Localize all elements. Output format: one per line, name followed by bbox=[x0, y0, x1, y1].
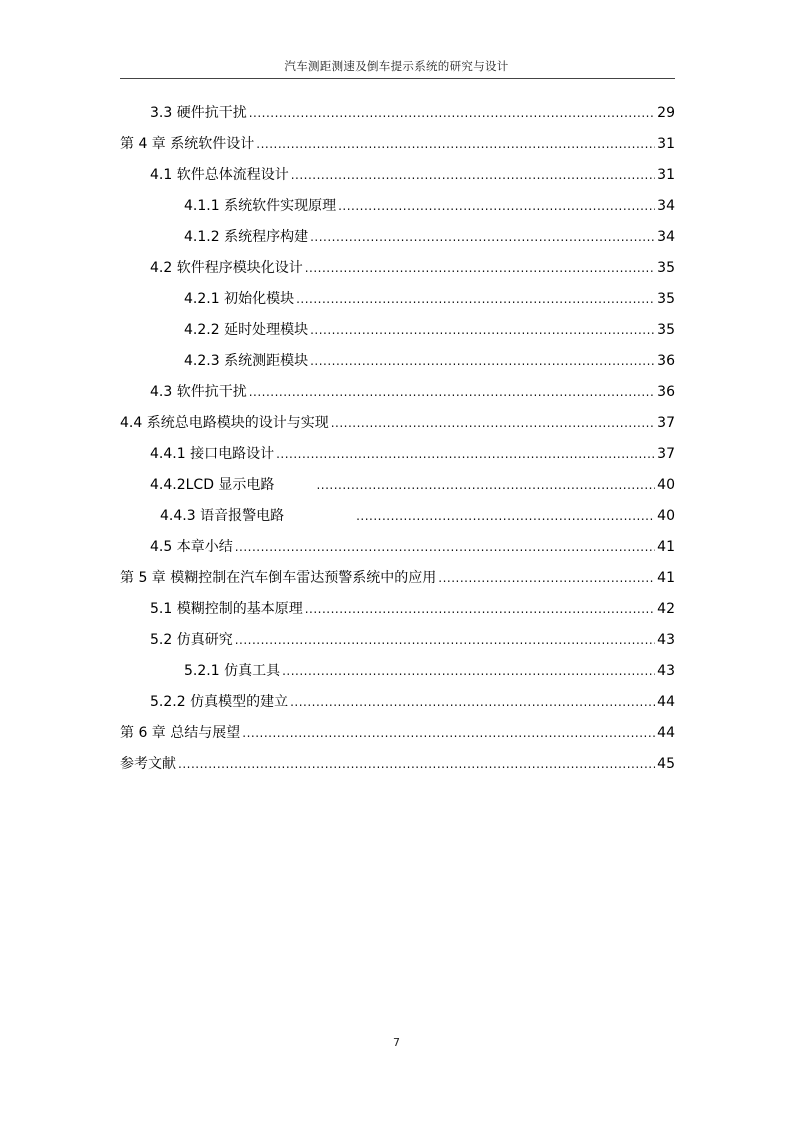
toc-entry[interactable] bbox=[184, 656, 675, 680]
toc-entry[interactable] bbox=[150, 625, 675, 649]
toc-entry-page: 37 bbox=[657, 446, 675, 462]
toc-leader-dots bbox=[316, 476, 655, 494]
toc-leader-dots bbox=[276, 445, 655, 463]
toc-leader-dots bbox=[310, 352, 655, 370]
toc-entry-label: 4.1 软件总体流程设计 bbox=[150, 167, 289, 183]
toc-entry-label: 4.4 系统总电路模块的设计与实现 bbox=[120, 415, 329, 431]
toc-entry-page: 31 bbox=[657, 136, 675, 152]
toc-entry-label: 4.4.3 语音报警电路 bbox=[160, 508, 285, 524]
toc-entry-label: 4.1.1 系统软件实现原理 bbox=[184, 198, 337, 214]
toc-entry-page: 43 bbox=[657, 632, 675, 648]
toc-leader-dots bbox=[331, 414, 655, 432]
toc-entry[interactable] bbox=[150, 470, 675, 494]
toc-leader-dots bbox=[256, 135, 655, 153]
toc-entry-label: 4.4.2LCD 显示电路 bbox=[150, 477, 275, 493]
toc-entry[interactable] bbox=[150, 98, 675, 122]
toc-entry[interactable] bbox=[120, 749, 675, 773]
toc-entry-page: 29 bbox=[657, 105, 675, 121]
toc-entry-page: 35 bbox=[657, 291, 675, 307]
toc-entry-page: 44 bbox=[657, 694, 675, 710]
toc-entry-page: 31 bbox=[657, 167, 675, 183]
toc-leader-dots bbox=[282, 662, 655, 680]
toc-entry-label: 第 4 章 系统软件设计 bbox=[120, 136, 255, 152]
toc-entry-page: 34 bbox=[657, 229, 675, 245]
toc-entry-label: 5.1 模糊控制的基本原理 bbox=[150, 601, 303, 617]
toc-entry-label: 5.2.2 仿真模型的建立 bbox=[150, 694, 289, 710]
toc-entry-label: 4.2 软件程序模块化设计 bbox=[150, 260, 303, 276]
toc-leader-dots bbox=[235, 538, 655, 556]
toc-entry-page: 36 bbox=[657, 353, 675, 369]
toc-entry-label: 参考文献 bbox=[120, 756, 176, 772]
toc-entry-page: 35 bbox=[657, 260, 675, 276]
toc-entry[interactable] bbox=[184, 284, 675, 308]
toc-leader-dots bbox=[290, 693, 655, 711]
toc-entry-page: 41 bbox=[657, 539, 675, 555]
toc-leader-dots bbox=[310, 228, 655, 246]
toc-entry-page: 42 bbox=[657, 601, 675, 617]
toc-entry[interactable] bbox=[184, 315, 675, 339]
toc-entry-page: 35 bbox=[657, 322, 675, 338]
toc-leader-dots bbox=[356, 507, 655, 525]
toc-entry[interactable] bbox=[120, 563, 675, 587]
toc-leader-dots bbox=[291, 166, 655, 184]
toc-entry[interactable] bbox=[120, 129, 675, 153]
toc-entry-label: 4.5 本章小结 bbox=[150, 539, 233, 555]
toc-entry-page: 45 bbox=[657, 756, 675, 772]
toc-entry-label: 5.2 仿真研究 bbox=[150, 632, 233, 648]
toc-entry[interactable] bbox=[150, 253, 675, 277]
toc-entry[interactable] bbox=[150, 687, 675, 711]
toc-entry-label: 4.3 软件抗干扰 bbox=[150, 384, 247, 400]
toc-leader-dots bbox=[249, 383, 655, 401]
toc-entry-page: 41 bbox=[657, 570, 675, 586]
toc-entry[interactable] bbox=[150, 160, 675, 184]
toc-entry[interactable] bbox=[184, 222, 675, 246]
toc-entry-page: 40 bbox=[657, 508, 675, 524]
toc-entry-page: 40 bbox=[657, 477, 675, 493]
toc-entry-label: 4.2.1 初始化模块 bbox=[184, 291, 295, 307]
toc-entry-page: 34 bbox=[657, 198, 675, 214]
header-rule bbox=[120, 78, 675, 79]
toc-entry-label: 第 5 章 模糊控制在汽车倒车雷达预警系统中的应用 bbox=[120, 570, 437, 586]
toc-entry-label: 第 6 章 总结与展望 bbox=[120, 725, 241, 741]
toc-entry-label: 3.3 硬件抗干扰 bbox=[150, 105, 247, 121]
toc-entry[interactable] bbox=[150, 532, 675, 556]
toc-leader-dots bbox=[438, 569, 655, 587]
toc-entry-label: 4.2.2 延时处理模块 bbox=[184, 322, 309, 338]
toc-leader-dots bbox=[310, 321, 655, 339]
toc-entry[interactable] bbox=[160, 501, 675, 525]
toc-entry[interactable] bbox=[150, 439, 675, 463]
toc-entry-label: 4.1.2 系统程序构建 bbox=[184, 229, 309, 245]
toc-leader-dots bbox=[305, 600, 655, 618]
toc-entry-label: 4.4.1 接口电路设计 bbox=[150, 446, 275, 462]
toc-entry-page: 43 bbox=[657, 663, 675, 679]
toc-entry[interactable] bbox=[150, 377, 675, 401]
toc-entry-label: 5.2.1 仿真工具 bbox=[184, 663, 281, 679]
toc-leader-dots bbox=[242, 724, 655, 742]
toc-entry-page: 37 bbox=[657, 415, 675, 431]
toc-leader-dots bbox=[296, 290, 655, 308]
toc-leader-dots bbox=[305, 259, 655, 277]
toc-entry-page: 36 bbox=[657, 384, 675, 400]
toc-entry[interactable] bbox=[184, 191, 675, 215]
toc-entry-label: 4.2.3 系统测距模块 bbox=[184, 353, 309, 369]
toc-leader-dots bbox=[178, 755, 655, 773]
toc-leader-dots bbox=[338, 197, 655, 215]
toc-entry-page: 44 bbox=[657, 725, 675, 741]
toc-entry[interactable] bbox=[120, 718, 675, 742]
page-number: 7 bbox=[393, 1036, 400, 1049]
toc-leader-dots bbox=[249, 104, 655, 122]
toc-leader-dots bbox=[235, 631, 655, 649]
toc-entry[interactable] bbox=[184, 346, 675, 370]
toc-entry[interactable] bbox=[150, 594, 675, 618]
running-header: 汽车测距测速及倒车提示系统的研究与设计 bbox=[284, 59, 509, 73]
toc-entry[interactable] bbox=[120, 408, 675, 432]
